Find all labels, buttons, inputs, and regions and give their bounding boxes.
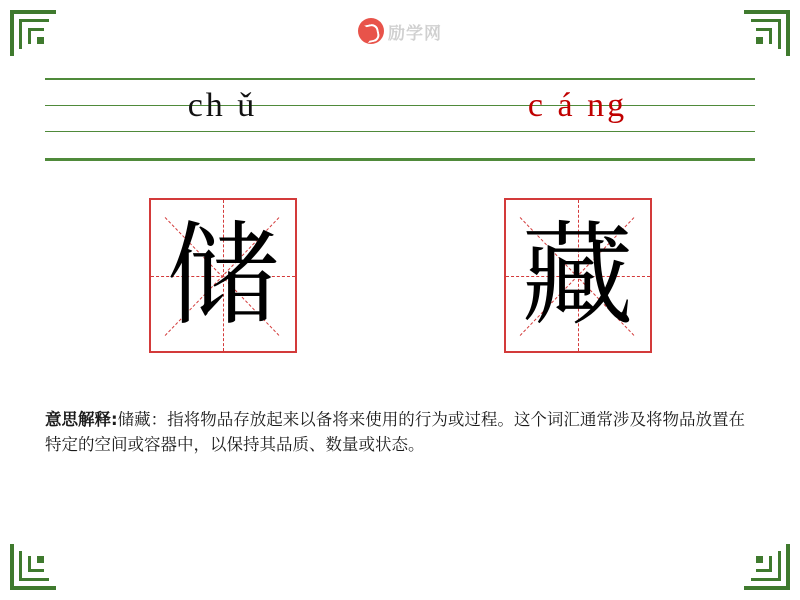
pinyin-row [45,78,755,134]
character-row [45,198,755,353]
character-cell-second [400,198,755,353]
explanation-label: 意思解释: [45,410,118,429]
pinyin-first: ch ǔ [187,87,258,124]
pinyin-second: c á ng [527,87,628,124]
explanation-body: 储藏：指将物品存放起来以备将来使用的行为或过程。这个词汇通常涉及将物品放置在特定的空间或容器中，以保持其品质、数量或状态。 [45,410,745,454]
character-cell-first [45,198,400,353]
site-logo-text: 励学网 [388,23,442,43]
explanation-block [45,408,745,458]
flame-logo-icon [358,18,384,44]
site-logo [0,18,800,44]
corner-ornament-bottom-left [10,544,56,590]
tianzige-grid-second [504,198,652,353]
tianzige-grid-first [149,198,297,353]
hanzi-character-second: 藏 [521,210,634,341]
corner-ornament-bottom-right [744,544,790,590]
hanzi-character-first: 储 [166,210,279,341]
